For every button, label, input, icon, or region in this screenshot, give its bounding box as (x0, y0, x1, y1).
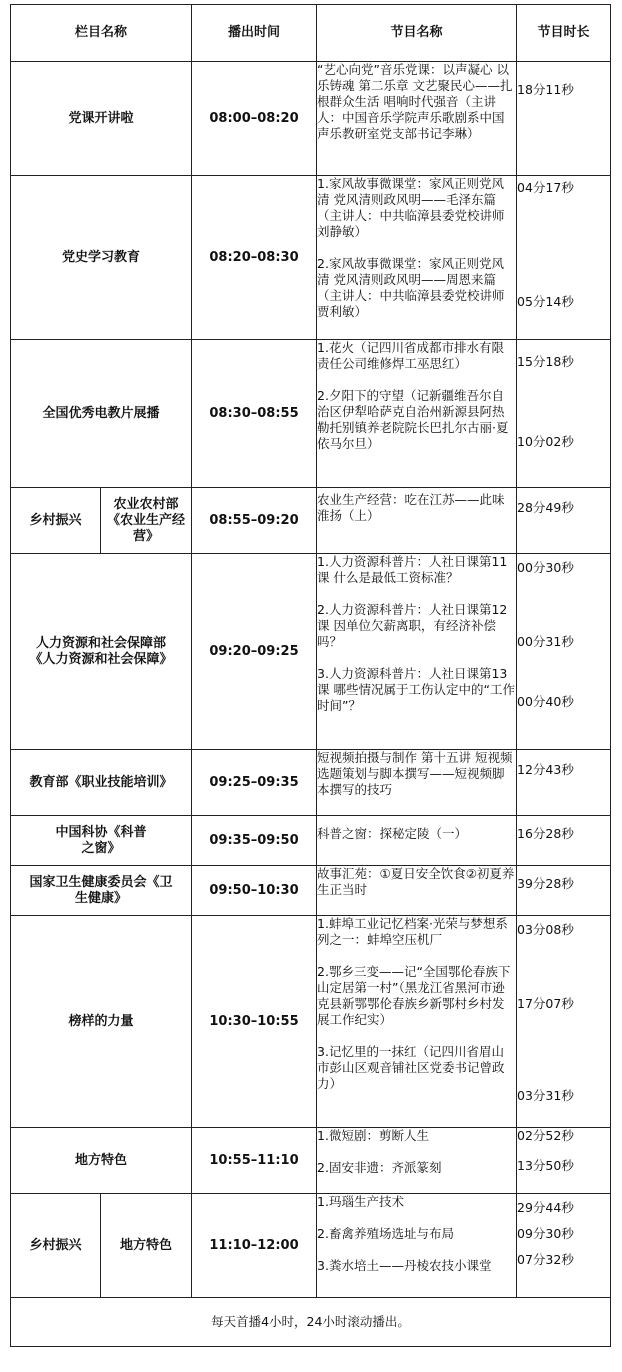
air-time: 10:55–11:10 (192, 1128, 317, 1194)
program-cell (317, 62, 517, 176)
duration-item: 28分49秒 (517, 500, 574, 515)
duration-cell (517, 1194, 611, 1298)
duration-item: 07分32秒 (517, 1252, 574, 1267)
air-time: 11:10–12:00 (192, 1194, 317, 1298)
program-item: 3.人力资源科普片：人社日课第13课 哪些情况属于工伤认定中的“工作时间”？ (317, 666, 515, 713)
column-name: 榜样的力量 (11, 916, 192, 1128)
program-item: 2.家风故事微课堂：家风正则党风清 党风清则政风明——周恩来篇（主讲人：中共临漳县委党校讲师贾利敏） (317, 256, 505, 319)
duration-cell (517, 340, 611, 488)
program-item: 1.花火（记四川省成都市排水有限责任公司维修焊工巫思红） (317, 340, 504, 371)
table-row (11, 1194, 611, 1298)
duration-item: 04分17秒 (517, 180, 574, 195)
program-cell (317, 1194, 517, 1298)
table-row (11, 750, 611, 816)
column-name: 人力资源和社会保障部《人力资源和社会保障》 (11, 554, 192, 750)
column-name: 全国优秀电教片展播 (11, 340, 192, 488)
duration-item: 17分07秒 (517, 996, 574, 1011)
duration-cell (517, 488, 611, 554)
duration-cell (517, 916, 611, 1128)
duration-cell (517, 1128, 611, 1194)
air-time: 08:55–09:20 (192, 488, 317, 554)
duration-item: 00分30秒 (517, 560, 574, 575)
header-air-time: 播出时间 (192, 5, 317, 62)
program-cell (317, 916, 517, 1128)
air-time: 08:30–08:55 (192, 340, 317, 488)
duration-cell (517, 750, 611, 816)
column-name: 乡村振兴 (11, 488, 101, 554)
air-time: 09:20–09:25 (192, 554, 317, 750)
program-item: 2.畜禽养殖场选址与布局 (317, 1226, 454, 1241)
program-item: 1.玛瑙生产技术 (317, 1194, 404, 1209)
program-cell (317, 1128, 517, 1194)
table-row (11, 866, 611, 916)
program-cell (317, 340, 517, 488)
column-name: 中国科协《科普之窗》 (11, 816, 192, 866)
program-item: 1.微短剧：剪断人生 (317, 1128, 429, 1143)
table-row (11, 488, 611, 554)
table-row (11, 916, 611, 1128)
program-cell (317, 750, 517, 816)
program-item: 故事汇苑：①夏日安全饮食②初夏养生正当时 (317, 866, 515, 897)
duration-item: 03分31秒 (517, 1088, 574, 1103)
header-col-name: 栏目名称 (11, 5, 192, 62)
duration-item: 00分31秒 (517, 634, 574, 649)
table-row (11, 176, 611, 340)
program-item: 2.固安非遗：齐派篆刻 (317, 1160, 442, 1175)
table-row (11, 816, 611, 866)
duration-cell (517, 554, 611, 750)
duration-cell (517, 866, 611, 916)
duration-item: 15分18秒 (517, 354, 574, 369)
column-name: 教育部《职业技能培训》 (11, 750, 192, 816)
program-item: 1.家风故事微课堂：家风正则党风清 党风清则政风明——毛泽东篇（主讲人：中共临漳县委党校讲师刘静敏） (317, 176, 505, 239)
duration-cell (517, 176, 611, 340)
column-name: 党课开讲啦 (11, 62, 192, 176)
duration-item: 10分02秒 (517, 434, 574, 449)
program-item: 短视频拍摄与制作 第十五讲 短视频选题策划与脚本撰写——短视频脚本撰写的技巧 (317, 750, 513, 797)
duration-cell (517, 62, 611, 176)
program-item: 2.夕阳下的守望（记新疆维吾尔自治区伊犁哈萨克自治州新源县阿热勒托别镇养老院院长巴扎尔古丽·夏依马尔旦） (317, 388, 509, 451)
duration-item: 16分28秒 (517, 826, 574, 841)
air-time: 10:30–10:55 (192, 916, 317, 1128)
column-subname: 地方特色 (101, 1194, 192, 1298)
table-row (11, 340, 611, 488)
table-row (11, 62, 611, 176)
schedule-table (10, 4, 611, 1347)
duration-item: 03分08秒 (517, 922, 574, 937)
program-cell (317, 488, 517, 554)
air-time: 08:20–08:30 (192, 176, 317, 340)
air-time: 09:25–09:35 (192, 750, 317, 816)
header-program: 节目名称 (317, 5, 517, 62)
program-item: 1.人力资源科普片：人社日课第11课 什么是最低工资标准？ (317, 554, 508, 585)
program-cell (317, 866, 517, 916)
air-time: 09:35–09:50 (192, 816, 317, 866)
air-time: 09:50–10:30 (192, 866, 317, 916)
table-row (11, 1128, 611, 1194)
duration-item: 13分50秒 (517, 1158, 574, 1173)
program-cell (317, 554, 517, 750)
duration-item: 09分30秒 (517, 1226, 574, 1241)
program-cell (317, 816, 517, 866)
table-row (11, 554, 611, 750)
duration-item: 12分43秒 (517, 762, 574, 777)
footer-note: 每天首播4小时，24小时滚动播出。 (11, 1298, 611, 1347)
column-name: 国家卫生健康委员会《卫生健康》 (11, 866, 192, 916)
header-row (11, 5, 611, 62)
program-item: 3.记忆里的一抹红（记四川省眉山市彭山区观音铺社区党委书记曾政力） (317, 1044, 505, 1091)
program-item: “艺心向党”音乐党课：以声凝心 以乐铸魂 第二乐章 文艺聚民心——扎根群众生活 唱响时代强音（主讲人：中国音乐学院声乐歌剧系中国声乐教研室党支部书记李琳） (317, 62, 513, 141)
duration-item: 05分14秒 (517, 294, 574, 309)
program-item: 科普之窗：探秘定陵（一） (317, 826, 468, 841)
program-item: 农业生产经营：吃在江苏——此味淮扬（上） (317, 492, 505, 523)
header-duration: 节目时长 (517, 5, 611, 62)
duration-item: 39分28秒 (517, 876, 574, 891)
program-item: 3.粪水培土——丹棱农技小课堂 (317, 1258, 492, 1273)
program-cell (317, 176, 517, 340)
duration-item: 02分52秒 (517, 1128, 574, 1143)
air-time: 08:00–08:20 (192, 62, 317, 176)
column-subname: 农业农村部《农业生产经营》 (101, 488, 192, 554)
column-name: 党史学习教育 (11, 176, 192, 340)
program-item: 2.鄂乡三变——记“全国鄂伦春族下山定居第一村”（黑龙江省黑河市逊克县新鄂鄂伦春族乡新鄂村乡村发展工作纪实） (317, 964, 511, 1027)
duration-item: 00分40秒 (517, 694, 574, 709)
footer-row (11, 1298, 611, 1347)
program-item: 2.人力资源科普片：人社日课第12课 因单位欠薪离职，有经济补偿吗？ (317, 602, 508, 649)
duration-item: 18分11秒 (517, 82, 574, 97)
duration-item: 29分44秒 (517, 1200, 574, 1215)
program-item: 1.蚌埠工业记忆档案·光荣与梦想系列之一：蚌埠空压机厂 (317, 916, 508, 947)
column-name: 乡村振兴 (11, 1194, 101, 1298)
column-name: 地方特色 (11, 1128, 192, 1194)
duration-cell (517, 816, 611, 866)
